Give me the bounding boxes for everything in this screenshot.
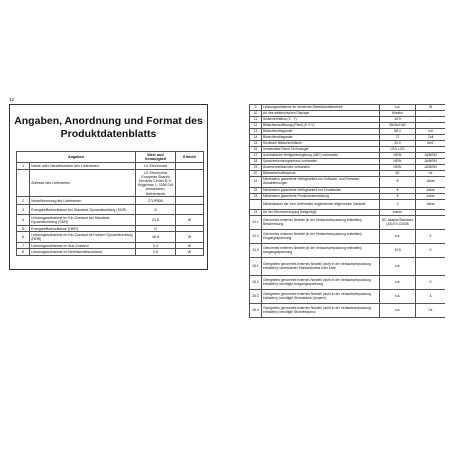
row-label: Leistungsaufnahme im vernetzten Bereitschaftsbetrieb xyxy=(262,105,380,111)
row-unit: JA/NEIN xyxy=(416,165,446,171)
row-unit: V xyxy=(416,276,446,290)
row-label: Geeignetes genormtes externes Netzteil (nicht in der Verkaufsverpackung enthalten); benötigte Ausgangsspannung xyxy=(262,276,380,290)
row-unit xyxy=(176,205,204,215)
row-label: Modellkennung des Lieferanten xyxy=(30,197,136,205)
right-datasheet-table xyxy=(249,104,445,318)
row-number xyxy=(17,170,30,197)
row-number: 22 xyxy=(250,188,262,194)
row-number: 6 xyxy=(17,232,30,243)
row-number: 21 xyxy=(250,177,262,188)
row-label: Bildschirmdiagonale xyxy=(262,135,380,141)
table-row xyxy=(17,163,204,170)
table-row xyxy=(250,230,446,244)
row-label: Seitenverhältnis (X : Y) xyxy=(262,117,380,123)
row-value: 60 xyxy=(380,171,416,177)
row-value: n.a. xyxy=(380,258,416,276)
row-number: 26.3 xyxy=(250,290,262,304)
row-label: Geeignetes genormtes externes Netzteil (nicht in der Verkaufsverpackung enthalten); benötigte Stromfrequenz xyxy=(262,304,380,318)
row-unit: V xyxy=(416,244,446,258)
right-datasheet-page xyxy=(249,104,445,371)
header-wert: Wert und Genauigkeit xyxy=(136,152,176,163)
row-value: 8 xyxy=(380,188,416,194)
row-value: 0.3 xyxy=(136,242,176,248)
row-number: 10 xyxy=(250,111,262,117)
row-label: Geeignetes genormtes externes Netzteil (nicht in der Verkaufsverpackung enthalten); unterstützter Standardname oder Liste xyxy=(262,258,380,276)
row-value: NEIN xyxy=(380,159,416,165)
row-value: n.a. xyxy=(380,276,416,290)
row-unit: JA/NEIN xyxy=(416,159,446,165)
row-number: 9 xyxy=(250,105,262,111)
row-number: 11 xyxy=(250,117,262,123)
row-label: Genormtes externes Netzteil (in der Verkaufsverpackung enthalten); Eingangsspannung xyxy=(262,230,380,244)
row-number: 13 xyxy=(250,129,262,135)
row-label: Mindestens garantierte Verfügbarkeit von Ersatzteilen xyxy=(262,188,380,194)
row-value: NEIN xyxy=(380,165,416,171)
row-number: 5 xyxy=(17,226,30,232)
row-number xyxy=(250,200,262,210)
table-row xyxy=(250,177,446,188)
row-number: 19 xyxy=(250,165,262,171)
row-value: 46.8 xyxy=(136,232,176,243)
row-label: Adresse des Lieferanten xyxy=(30,170,136,197)
row-number: 17 xyxy=(250,153,262,159)
header-einheit: Einheit xyxy=(176,152,204,163)
row-number: 2 xyxy=(17,197,30,205)
row-value: n.a. xyxy=(380,290,416,304)
row-unit xyxy=(416,258,446,276)
row-unit: dm2 xyxy=(416,141,446,147)
row-value: 8 xyxy=(380,194,416,200)
row-number: 24.2 xyxy=(250,230,262,244)
row-label: Art des elektronischen Displays xyxy=(262,111,380,117)
row-value: 3840x2160 xyxy=(380,123,416,129)
table-row xyxy=(250,258,446,276)
row-value: Monitor xyxy=(380,111,416,117)
row-number: 26.4 xyxy=(250,304,262,318)
row-value: 27UP850 xyxy=(136,197,176,205)
row-unit xyxy=(176,170,204,197)
row-number: 23 xyxy=(250,194,262,200)
row-label: Automatische Helligkeitsregelung (ABC) vorhanden xyxy=(262,153,380,159)
row-number: 26.1 xyxy=(250,258,262,276)
row-label: Name oder Handelsmarke des Lieferanten xyxy=(30,163,136,170)
title-line-1: Angaben, Anordnung und Format des xyxy=(14,115,203,127)
row-value: 19.5 xyxy=(380,244,416,258)
row-value: 68.4 xyxy=(380,129,416,135)
row-value: n.a. xyxy=(380,304,416,318)
row-unit: Jahre xyxy=(416,194,446,200)
row-label: Leistungsaufnahme im Ein-Zustand bei hohem Dynamikumfang (HDR) xyxy=(30,232,136,243)
row-value: LG Electronics European Shared Services Center B.V., Krijgsman 1, 1186 DM Amstelveen, Netherlands xyxy=(136,170,176,197)
row-value: 21.6 xyxy=(136,215,176,226)
row-number: 18 xyxy=(250,159,262,165)
row-label: Anwesenheitssensor vorhanden xyxy=(262,165,380,171)
row-value: 0.5 xyxy=(136,249,176,255)
row-label: Genormtes externes Netzteil (in der Verkaufsverpackung enthalten); Ausgangsspannung xyxy=(262,244,380,258)
row-unit: Hz xyxy=(416,171,446,177)
row-label: Energieeffizienzklasse bei Standard-Dynamikumfang (SDR) xyxy=(30,205,136,215)
row-number: 15 xyxy=(250,141,262,147)
table-row xyxy=(17,215,204,226)
row-number: 20 xyxy=(250,171,262,177)
row-label: Genormtes externes Netzteil (in der Verkaufsverpackung enthalten); Beschreibung xyxy=(262,216,380,230)
table-row xyxy=(17,197,204,205)
row-unit: A xyxy=(416,290,446,304)
left-datasheet-table xyxy=(16,151,204,256)
row-unit: Jahre xyxy=(416,200,446,210)
row-unit: W xyxy=(176,249,204,255)
header-angaben: Angaben xyxy=(17,152,136,163)
row-value: NEIN xyxy=(380,153,416,159)
row-number: 14 xyxy=(250,135,262,141)
row-number: 26.2 xyxy=(250,276,262,290)
row-label: Leistungsaufnahme im Ein-Zustand bei Standard-Dynamikumfang (SDR) xyxy=(30,215,136,226)
row-unit xyxy=(176,197,204,205)
datasheet-title xyxy=(10,115,207,145)
table-row xyxy=(250,200,446,210)
row-label: Leistungsaufnahme im Aus-Zustand xyxy=(30,242,136,248)
table-row xyxy=(250,290,446,304)
table-row xyxy=(250,216,446,230)
table-row xyxy=(17,249,204,255)
table-row xyxy=(250,276,446,290)
row-value: 16:9 xyxy=(380,117,416,123)
row-value: 8 xyxy=(380,177,416,188)
row-unit: W xyxy=(176,215,204,226)
row-label: Geeignetes genormtes externes Netzteil (nicht in der Verkaufsverpackung enthalten); benötigte Stromstärke (Ampere) xyxy=(262,290,380,304)
row-unit: W xyxy=(176,232,204,243)
row-value: G xyxy=(136,205,176,215)
row-label: Sichtbare Bildschirmfläche xyxy=(262,141,380,147)
row-label: Art der Stromversorgung (beitgelegt) xyxy=(262,210,380,216)
row-label: Energieeffizienzklasse (HDR) xyxy=(30,226,136,232)
row-label: Spracherkennungssensor vorhanden xyxy=(262,159,380,165)
row-label: Mindestens garantierte Verfügbarkeit von Software- und Firmware-Aktualisierungen xyxy=(262,177,380,188)
row-number: 7 xyxy=(17,242,30,248)
row-number: 24.3 xyxy=(250,244,262,258)
row-unit: - xyxy=(416,117,446,123)
table-row xyxy=(250,304,446,318)
row-unit: cm xyxy=(416,129,446,135)
row-value: 27 xyxy=(380,135,416,141)
row-label: Bildschirmauflösung (Pixel) (H X V) xyxy=(262,123,380,129)
row-unit: W xyxy=(176,242,204,248)
row-label: Leistungsaufnahme im Bereitschaftszustand xyxy=(30,249,136,255)
row-value: n.a. xyxy=(380,105,416,111)
table-row xyxy=(17,232,204,243)
row-value: DC adaptor/Standard (2A) KV-C0008 xyxy=(380,216,416,230)
row-unit: Zoll xyxy=(416,135,446,141)
row-unit: JA/NEIN xyxy=(416,153,446,159)
row-unit: Jahre xyxy=(416,188,446,194)
row-value: G xyxy=(136,226,176,232)
row-unit xyxy=(176,163,204,170)
row-number: 16 xyxy=(250,147,262,153)
title-line-2: Produktdatenblatts xyxy=(60,128,157,140)
row-value: LG Electronics xyxy=(136,163,176,170)
table-row xyxy=(17,205,204,215)
row-label: Verwendete Panel-Technologie xyxy=(262,147,380,153)
row-number: 24.1 xyxy=(250,216,262,230)
row-value: n.a. xyxy=(380,230,416,244)
row-label: Bildwiederholfrequenz xyxy=(262,171,380,177)
row-number: 24 xyxy=(250,210,262,216)
table-row xyxy=(250,244,446,258)
left-datasheet-page xyxy=(9,104,208,270)
table-row xyxy=(17,170,204,197)
row-value: extern xyxy=(380,210,416,216)
row-number: 12 xyxy=(250,123,262,129)
row-unit: Hz xyxy=(416,304,446,318)
row-label: Mindestens garantierte Produktunterstützung xyxy=(262,194,380,200)
row-number: 3 xyxy=(17,205,30,215)
table-header-row xyxy=(17,152,204,163)
row-unit: W xyxy=(416,105,446,111)
row-unit xyxy=(416,216,446,230)
row-value: 3 xyxy=(380,200,416,210)
row-number: 4 xyxy=(17,215,30,226)
row-label: Bildschirmdiagonale xyxy=(262,129,380,135)
row-number: 8 xyxy=(17,249,30,255)
page-number: 12 xyxy=(9,97,15,102)
row-unit: Jahre xyxy=(416,177,446,188)
row-number: 1 xyxy=(17,163,30,170)
row-label: Mindestdauer der vom Lieferanten angebotenen allgemeinen Garantie xyxy=(262,200,380,210)
row-unit: V xyxy=(416,230,446,244)
row-value: 20.0 xyxy=(380,141,416,147)
row-value: LED LCD xyxy=(380,147,416,153)
